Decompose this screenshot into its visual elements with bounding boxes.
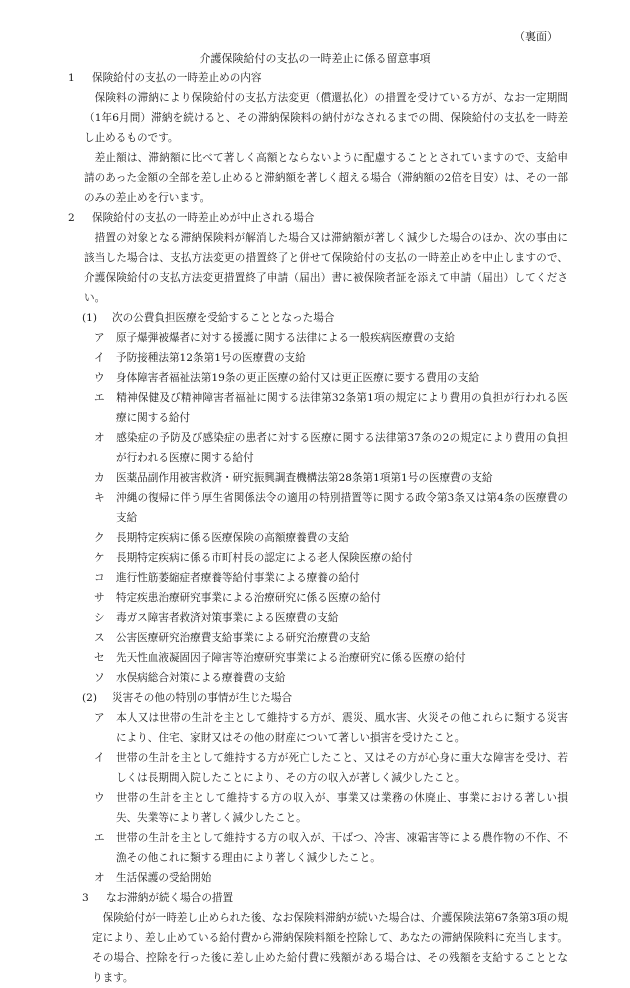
section-number: 1 (68, 72, 75, 84)
section-3-paragraph: 保険給付が一時差し止められた後、なお保険料滞納が続いた場合は、介護保険法第67条第3項の規定により、差し止めている給付費から滞納保険料額を控除して、あなたの滞納保険料に充当します。その場合、控除を行った後に差し止めた給付費に残額がある場合は、その残額を支給することとなります。 (92, 912, 568, 984)
subsection-2-heading (68, 688, 568, 708)
list-item: イ 予防接種法第12条第1号の医療費の支給 (94, 352, 306, 364)
section-2-paragraph: 措置の対象となる滞納保険料が解消した場合又は滞納額が著しく減少した場合のほか、次の事由に該当した場合は、支払方法変更の措置終了と併せて保険給付の支払の一時差止めを中止しますので、介護保険給付の支払方法変更措置終了申請（届出）書に被保険者証を添えて申請（届出）してください。 (84, 232, 568, 304)
list-item: オ 感染症の予防及び感染症の患者に対する医療に関する法律第37条の2の規定により費用の負担が行われる医療に関する給付 (94, 432, 568, 464)
section-heading-text: 保険給付の支払の一時差止めの内容 (92, 72, 262, 84)
list-item: ス 公害医療研究治療費支給事業による研究治療費の支給 (94, 632, 371, 644)
list-item: セ 先天性血液凝固因子障害等治療研究事業による治療研究に係る医療の給付 (94, 652, 466, 664)
section-heading-text: 保険給付の支払の一時差止めが中止される場合 (92, 212, 315, 224)
subsection-1-list (68, 328, 568, 688)
list-item: ウ 身体障害者福祉法第19条の更正医療の給付又は更正医療に要する費用の支給 (94, 372, 480, 384)
list-item: エ 精神保健及び精神障害者福祉に関する法律第32条第1項の規定により費用の負担が行われる医療に関する給付 (94, 392, 568, 424)
list-item: サ 特定疾患治療研究事業による治療研究に係る医療の給付 (94, 592, 381, 604)
list-item: オ 生活保護の受給開始 (94, 872, 212, 884)
section-1-heading (68, 68, 568, 88)
subsection-number: (1) (82, 312, 98, 324)
section-number: 2 (68, 212, 75, 224)
list-item: シ 毒ガス障害者救済対策事業による医療費の支給 (94, 612, 339, 624)
section-number: 3 (82, 892, 89, 904)
list-item: ケ 長期特定疾病に係る市町村長の認定による老人保険医療の給付 (94, 552, 413, 564)
subsection-number: (2) (82, 692, 98, 704)
list-item: ア 本人又は世帯の生計を主として維持する方が、震災、風水害、火災その他これらに類する災害により、住宅、家財又はその他の財産について著しい損害を受けたこと。 (94, 712, 568, 744)
document-body (68, 68, 568, 988)
list-item: イ 世帯の生計を主として維持する方が死亡したこと、又はその方が心身に重大な障害を受け、若しくは長期間入院したことにより、その方の収入が著しく減少したこと。 (94, 752, 568, 784)
list-item: コ 進行性筋萎縮症者療養等給付事業による療養の給付 (94, 572, 360, 584)
subsection-heading-text: 次の公費負担医療を受給することとなった場合 (112, 312, 335, 324)
list-item: ウ 世帯の生計を主として維持する方の収入が、事業又は業務の休廃止、事業における著しい損失、失業等により著しく減少したこと。 (94, 792, 568, 824)
list-item: ソ 水俣病総合対策による療養費の支給 (94, 672, 286, 684)
list-item: ク 長期特定疾病に係る医療保険の高額療養費の支給 (94, 532, 350, 544)
subsection-2-list (68, 708, 568, 888)
section-1-paragraph-2: 差止額は、滞納額に比べて著しく高額とならないように配慮することとされていますので、支給申請のあった金額の全部を差し止めると滞納額を著しく超える場合（滞納額の2倍を目安）は、その一部のみの差止めを行います。 (84, 152, 568, 204)
list-item: カ 医薬品副作用被害救済・研究振興調査機構法第28条第1項第1号の医療費の支給 (94, 472, 493, 484)
list-item: エ 世帯の生計を主として維持する方の収入が、干ばつ、冷害、凍霜害等による農作物の不作、不漁その他これに類する理由により著しく減少したこと。 (94, 832, 568, 864)
side-label: （裏面） (514, 30, 558, 43)
section-2-heading (68, 208, 568, 228)
section-1-paragraph-1: 保険料の滞納により保険給付の支払方法変更（償還払化）の措置を受けている方が、なお一定期間（1年6月間）滞納を続けると、その滞納保険料の納付がなされるまでの間、保険給付の支払を一時差し止めるものです。 (84, 92, 568, 144)
subsection-1-heading (68, 308, 568, 328)
list-item: キ 沖縄の復帰に伴う厚生省関係法令の適用の特別措置等に関する政令第3条又は第4条の医療費の支給 (94, 492, 568, 524)
document-title: 介護保険給付の支払の一時差止に係る留意事項 (199, 52, 431, 65)
section-3-heading (82, 888, 568, 908)
list-item: ア 原子爆弾被爆者に対する援護に関する法律による一般疾病医療費の支給 (94, 332, 455, 344)
section-heading-text: なお滞納が続く場合の措置 (106, 892, 234, 904)
subsection-heading-text: 災害その他の特別の事情が生じた場合 (112, 692, 293, 704)
